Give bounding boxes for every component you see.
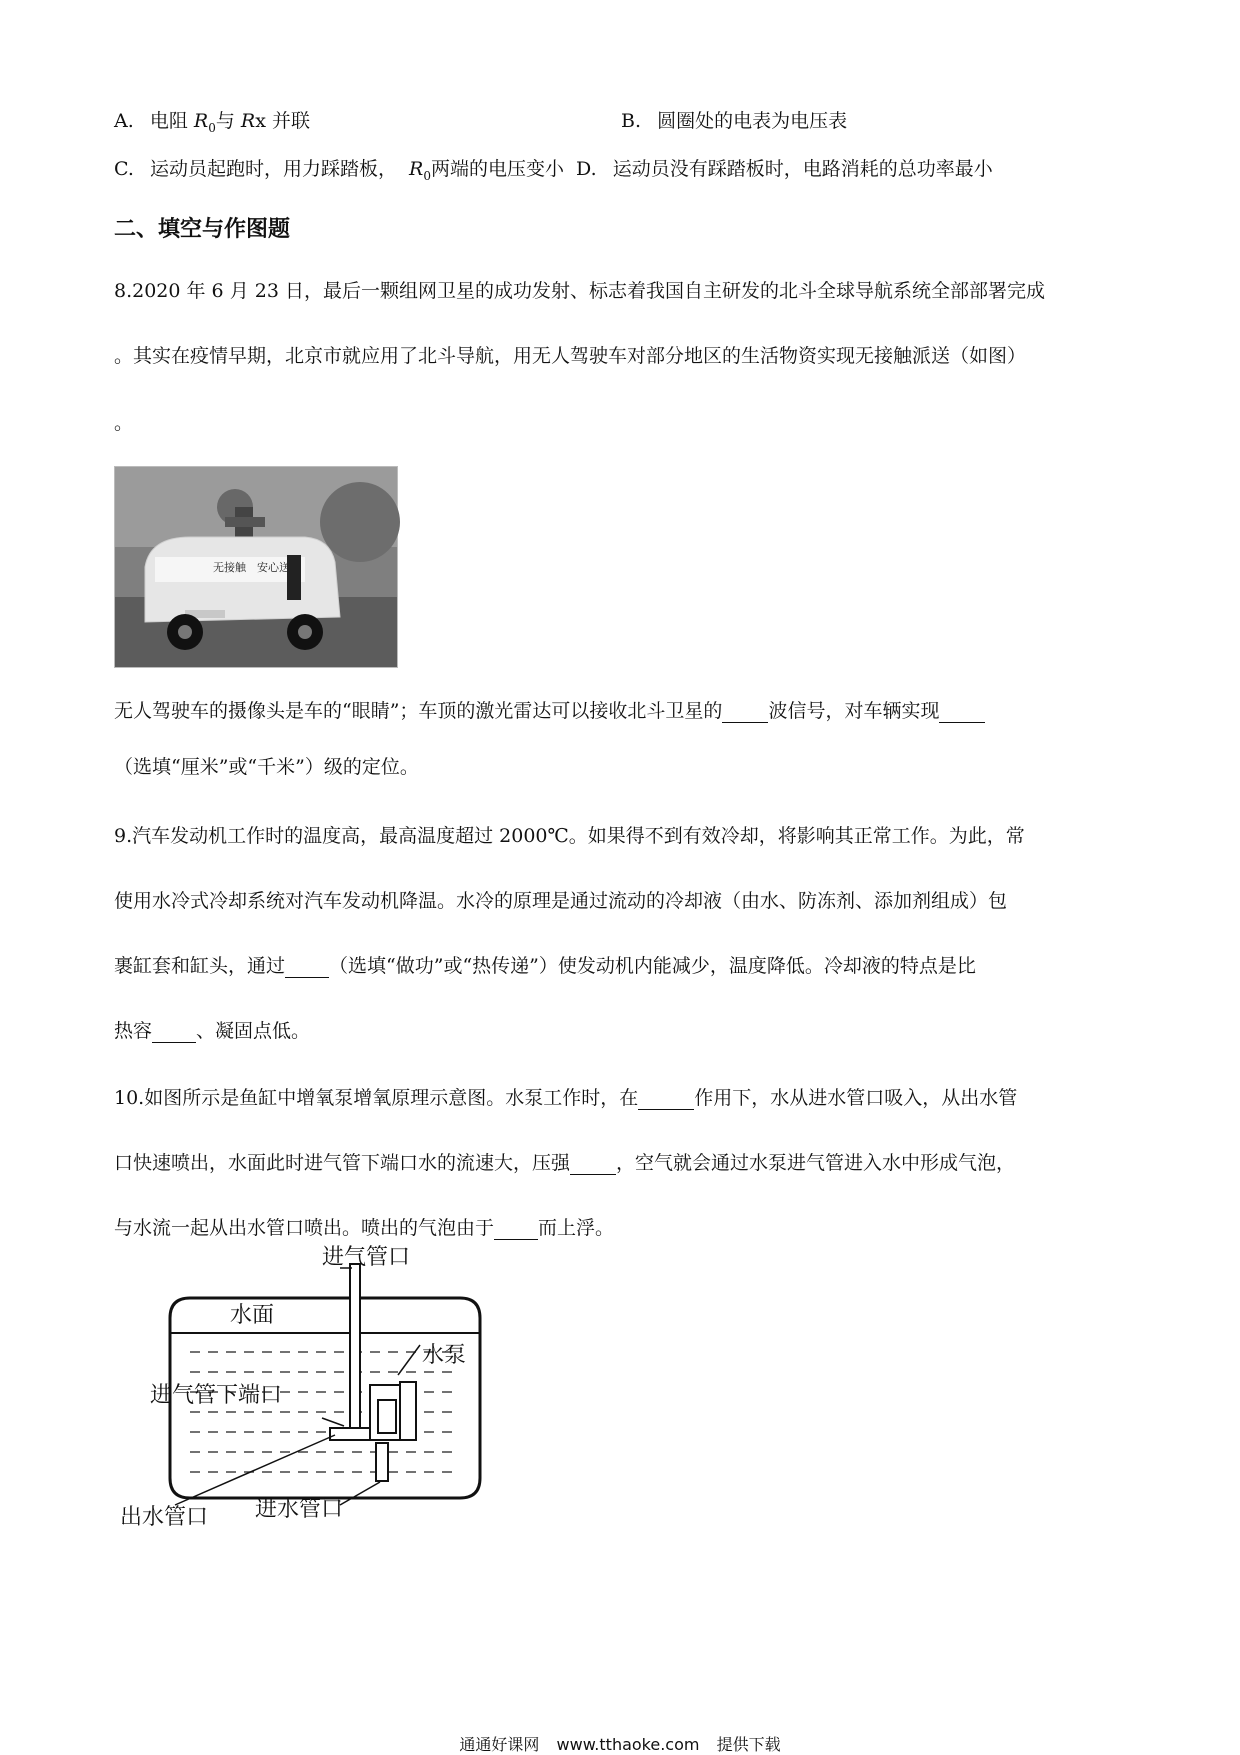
label-inlet: 进水管口 — [255, 1497, 344, 1522]
choice-a-text: 电阻 — [149, 110, 188, 132]
q8-line1: 8.2020 年 6 月 23 日，最后一颗组网卫星的成功发射、标志着我国自主研发的北斗全球导航系统全部部署完成 — [114, 280, 1045, 302]
answer-blank[interactable] — [494, 1220, 538, 1240]
section-title: 二、填空与作图题 — [114, 217, 291, 242]
q9-line3-part2: （选填“做功”或“热传递”）使发动机内能减少，温度降低。冷却液的特点是比 — [329, 955, 976, 977]
photo-caption-1: 无接触 — [213, 561, 246, 574]
q9-line4-part1: 热容 — [114, 1020, 153, 1042]
choice-a-text2: 与 — [215, 110, 235, 132]
q9-line3-part1: 裹缸套和缸头，通过 — [114, 955, 286, 977]
water-hatching — [190, 1352, 460, 1472]
label-lower-end: 进气管下端口 — [150, 1383, 283, 1408]
choice-a-prefix: A. — [114, 110, 134, 132]
q9-line1: 9.汽车发动机工作时的温度高，最高温度超过 2000℃。如果得不到有效冷却，将影响其正常工作。为此，常 — [114, 825, 1025, 847]
footer-url[interactable]: www.tthaoke.com — [556, 1735, 700, 1754]
q8-after-part2: 波信号，对车辆实现 — [768, 700, 940, 722]
q9-line3 — [114, 955, 976, 978]
answer-blank[interactable] — [152, 1023, 196, 1043]
choice-c-text: 运动员起跑时，用力踩踏板， — [149, 158, 397, 180]
choice-a — [114, 110, 310, 135]
answer-blank[interactable] — [285, 958, 329, 978]
driverless-vehicle-photo — [114, 466, 398, 668]
r0-subscript: 0 — [208, 120, 216, 135]
label-surface: 水面 — [230, 1303, 275, 1328]
choice-d-prefix: D. — [576, 158, 597, 180]
choice-a-text3: 并联 — [271, 110, 310, 132]
label-pump: 水泵 — [422, 1343, 467, 1368]
rx-tail: x — [255, 110, 266, 132]
leader-outlet — [175, 1435, 335, 1505]
q8-after-part1: 无人驾驶车的摄像头是车的“眼睛”；车顶的激光雷达可以接收北斗卫星的 — [114, 700, 723, 722]
r0-symbol: R — [193, 110, 209, 132]
q9-line2: 使用水冷式冷却系统对汽车发动机降温。水冷的原理是通过流动的冷却液（由水、防冻剂、添加剂组成）包 — [114, 890, 1008, 912]
q8-after-line1 — [114, 700, 985, 723]
pump-housing — [400, 1382, 416, 1440]
oxygen-pump-diagram — [120, 1245, 540, 1580]
answer-blank[interactable] — [638, 1090, 694, 1110]
q8-after-line2: （选填“厘米”或“千米”）级的定位。 — [114, 756, 419, 778]
choice-c-prefix: C. — [114, 158, 134, 180]
photo-caption-2: 安心送 — [257, 561, 290, 574]
q9-line4 — [114, 1020, 310, 1043]
leader-inlet — [340, 1482, 380, 1505]
rx-symbol: R — [240, 110, 256, 132]
q10-line1 — [114, 1087, 1017, 1110]
q10-line1-part2: 作用下，水从进水管口吸入，从出水管 — [694, 1087, 1018, 1109]
pump-motor — [378, 1400, 396, 1433]
choice-d-text: 运动员没有踩踏板时，电路消耗的总功率最小 — [612, 158, 993, 180]
footer — [0, 1732, 1240, 1755]
footer-site: 通通好课网 — [459, 1735, 540, 1754]
vehicle-illustration — [115, 467, 397, 667]
q10-line3 — [114, 1217, 614, 1240]
q9-line4-part2: 、凝固点低。 — [196, 1020, 311, 1042]
leader-lower-end — [322, 1418, 344, 1426]
diagram-svg — [120, 1245, 540, 1580]
footer-action: 提供下载 — [716, 1735, 781, 1754]
answer-blank[interactable] — [939, 703, 985, 723]
q10-line2-part1: 口快速喷出，水面此时进气管下端口水的流速大，压强 — [114, 1152, 571, 1174]
choice-c — [114, 158, 993, 183]
choice-b-text: 圆圈处的电表为电压表 — [657, 110, 848, 132]
q8-line3: 。 — [114, 412, 134, 434]
r0-symbol: R — [409, 158, 424, 180]
choice-b-prefix: B. — [621, 110, 642, 132]
q10-line3-part2: 而上浮。 — [538, 1217, 615, 1239]
choice-c-text2: 两端的电压变小 — [430, 158, 564, 180]
q10-line1-part1: 10.如图所示是鱼缸中增氧泵增氧原理示意图。水泵工作时，在 — [114, 1087, 639, 1109]
inlet-pipe — [376, 1443, 388, 1481]
choice-b — [621, 110, 847, 133]
r0-subscript: 0 — [423, 168, 431, 183]
leader-pump — [398, 1345, 420, 1375]
label-intake: 进气管口 — [322, 1245, 411, 1270]
q10-line2 — [114, 1152, 1015, 1175]
label-outlet: 出水管口 — [120, 1505, 209, 1530]
q10-line3-part1: 与水流一起从出水管口喷出。喷出的气泡由于 — [114, 1217, 495, 1239]
answer-blank[interactable] — [570, 1155, 616, 1175]
q8-line2: 。其实在疫情早期，北京市就应用了北斗导航，用无人驾驶车对部分地区的生活物资实现无接触派送（如图） — [114, 345, 1027, 367]
answer-blank[interactable] — [722, 703, 768, 723]
intake-pipe — [350, 1264, 360, 1439]
q10-line2-part2: ，空气就会通过水泵进气管进入水中形成气泡， — [616, 1152, 1016, 1174]
